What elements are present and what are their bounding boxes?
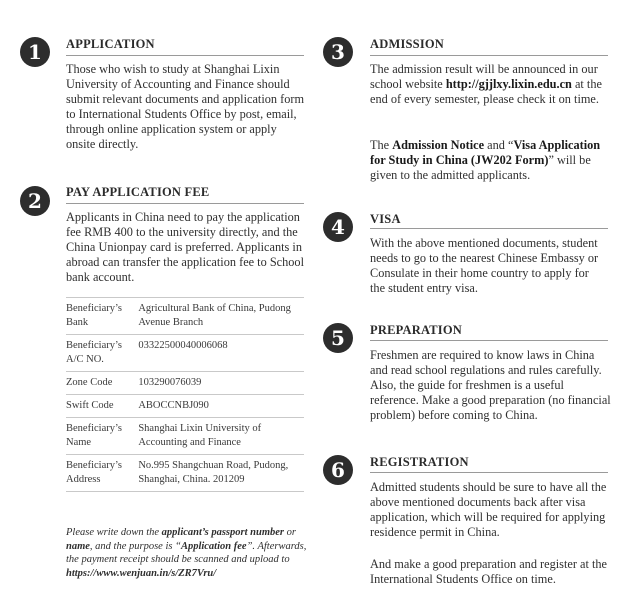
step-3-badge: 3 (323, 37, 353, 67)
step-5-title: PREPARATION (370, 323, 463, 337)
bank-value: Agricultural Bank of China, Pudong Avenue Branch (138, 298, 304, 335)
step-6-text: Admitted students should be sure to have all the above mentioned documents back after visa application, which will be required for applying residence permit in China. (370, 480, 607, 539)
bank-details-table (66, 297, 304, 492)
step-5-badge: 5 (323, 323, 353, 353)
visa-form-term: Visa Application for Study in China (JW202 Form) (370, 138, 601, 167)
step-4-title: VISA (370, 212, 401, 226)
bank-value: ABOCCNBJ090 (138, 395, 304, 418)
bank-label: Beneficiary’s A/C NO. (66, 335, 138, 372)
bank-label: Swift Code (66, 395, 138, 418)
step-1-divider (66, 55, 304, 56)
note-text: , and the purpose is “ (89, 540, 181, 552)
step-6-divider (370, 472, 608, 473)
step-1-title: APPLICATION (66, 37, 155, 51)
payment-note (66, 526, 310, 580)
step-6-text-2: And make a good preparation and register at the International Students Office on time. (370, 557, 607, 586)
table-row (66, 335, 304, 372)
note-purpose: Application fee (180, 540, 247, 552)
step-1-text: Those who wish to study at Shanghai Lixin University of Accounting and Finance should submit relevant documents and application form to International Students Office by post, email, through online application system or apply onsite directly. (66, 62, 305, 151)
bank-label: Beneficiary’s Address (66, 455, 138, 492)
step-3-text (370, 62, 612, 107)
admission-notice-term: Admission Notice (392, 138, 485, 152)
note-text: Please write down the (66, 527, 162, 538)
note-text: or (283, 527, 296, 538)
step-5-divider (370, 340, 608, 341)
step-2-divider (66, 203, 304, 204)
step-4-badge: 4 (323, 212, 353, 242)
step-2-title: PAY APPLICATION FEE (66, 185, 210, 199)
bank-label: Beneficiary’s Bank (66, 298, 138, 335)
step-2-text: Applicants in China need to pay the application fee RMB 400 to the university directly, and the China Unionpay card is preferred. Applicants in abroad can transfer the application fee to School bank account. (66, 210, 304, 284)
table-row (66, 298, 304, 335)
notice-text: The (370, 138, 393, 152)
step-3-divider (370, 55, 608, 56)
bank-label: Beneficiary’s Name (66, 418, 138, 455)
notice-text: ” will be given to the admitted applicants. (370, 153, 591, 182)
bank-value: Shanghai Lixin University of Accounting and Finance (138, 418, 304, 455)
note-passport: applicant’s passport number (161, 527, 284, 538)
table-row (66, 395, 304, 418)
bank-value: No.995 Shangchuan Road, Pudong, Shanghai, China. 201209 (138, 455, 304, 492)
step-4-text: With the above mentioned documents, student needs to go to the nearest Chinese Embassy or Consulate in their home country to apply for the student entry visa. (370, 236, 599, 295)
bank-value: 103290076039 (138, 372, 304, 395)
step-1-badge: 1 (20, 37, 50, 67)
step-6-badge: 6 (323, 455, 353, 485)
bank-label: Zone Code (66, 372, 138, 395)
step-4-divider (370, 228, 608, 229)
note-name: name (66, 540, 90, 552)
step-3-notice (370, 138, 612, 183)
table-row (66, 372, 304, 395)
notice-text: and “ (484, 138, 514, 152)
table-row (66, 455, 304, 492)
bank-value: 03322500040006068 (138, 335, 304, 372)
step-2-badge: 2 (20, 186, 50, 216)
step-3-text-b: at the end of every semester, please check it on time. (370, 77, 602, 106)
step-3-title: ADMISSION (370, 37, 445, 51)
step-3-text-a: The admission result will be announced in our school website (370, 62, 598, 91)
table-row (66, 418, 304, 455)
step-5-text: Freshmen are required to know laws in China and read school regulations and rules carefully. Also, the guide for freshmen is a useful reference. Make a good preparation (no financial problem) before coming to China. (370, 348, 611, 422)
step-6-title: REGISTRATION (370, 455, 469, 469)
note-text: ”. Afterwards, the payment receipt should be scanned and upload to (66, 540, 307, 565)
school-website-link[interactable]: http://gjjlxy.lixin.edu.cn (445, 77, 572, 91)
note-upload-link[interactable]: https://www.wenjuan.in/s/ZR7Vru/ (66, 567, 217, 579)
